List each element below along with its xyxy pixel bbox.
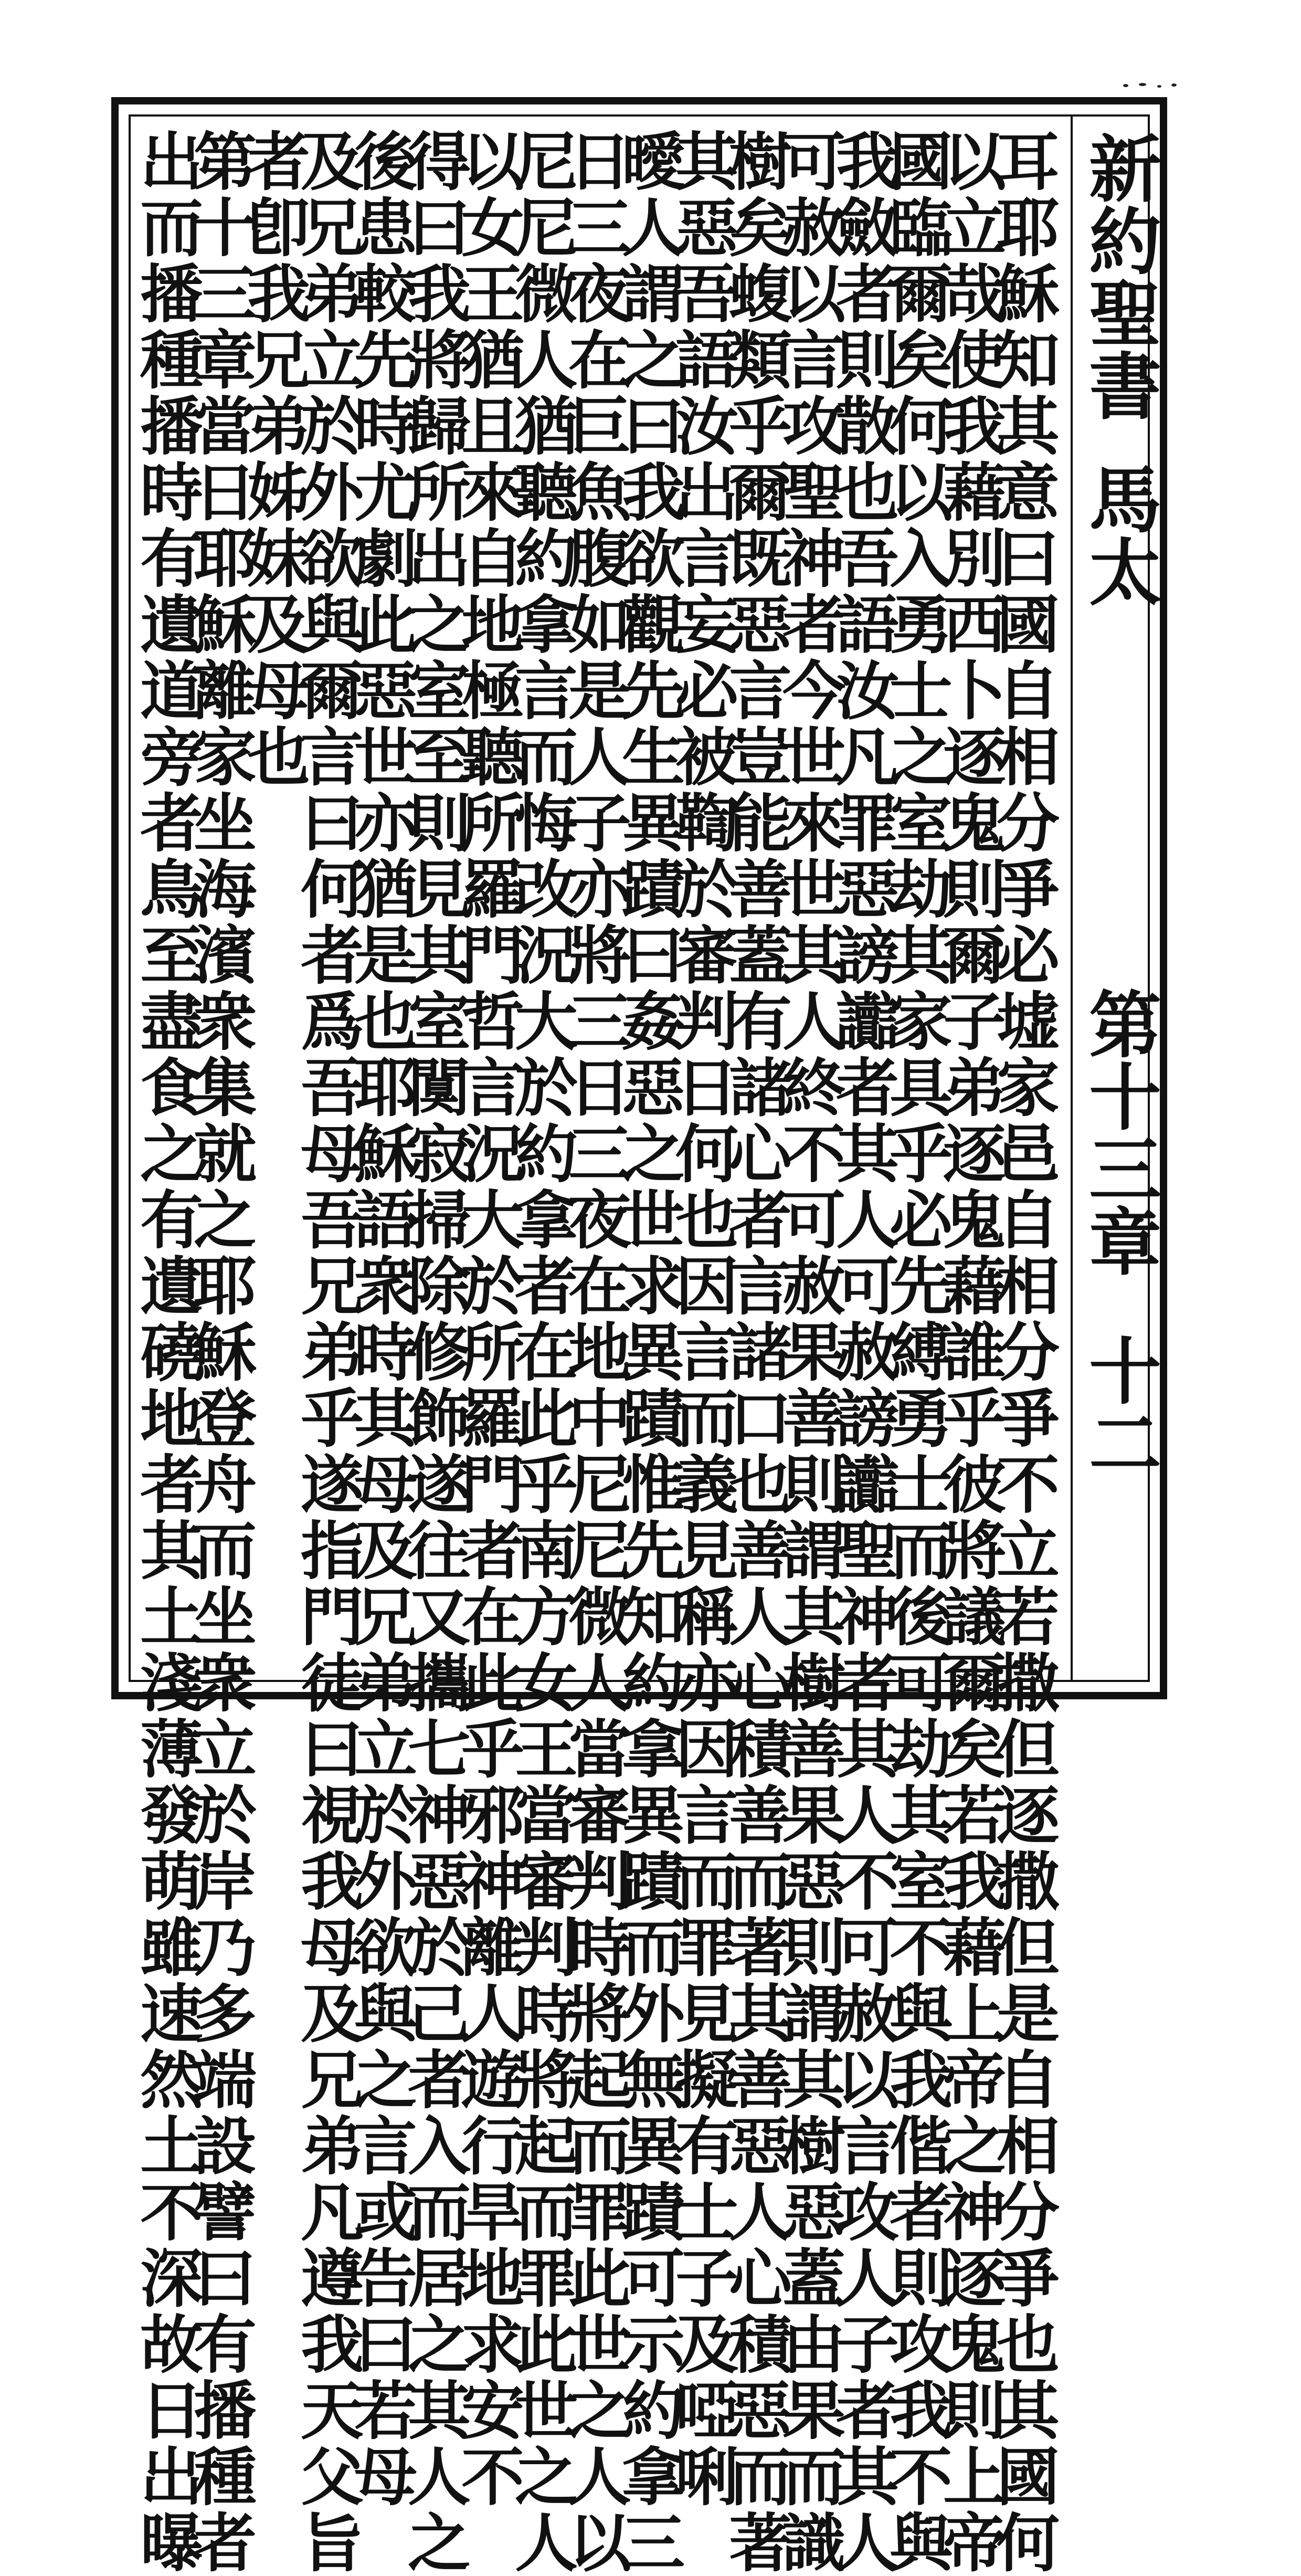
print-speck [1139, 83, 1146, 86]
text-column: 第十三章當日耶穌離家坐海濱衆集就之耶穌登舟而坐衆立於岸乃多端設譬曰有播種者 [183, 129, 257, 2576]
header-divider [1071, 117, 1073, 1680]
text-column: 其惡吾語汝出言妄必被鞫於審判日何也因言而義見稱亦因言而罪見擬有士子及啞唎 [665, 129, 739, 2510]
book-name: 馬太 [1077, 462, 1162, 607]
text-column: 我斂者則散也吾語汝凡罪惡謗讟者其人可赦謗讟聖神者其人不可赦以言攻人子者其人 [826, 129, 900, 2576]
chapter-heading: 第十三章 [1077, 987, 1162, 1277]
text-column: 後患較先時尤劇此惡世亦猶是也耶穌語衆時其母及兄弟立於外欲與之言或告曰若母 [344, 129, 418, 2510]
print-speck [1123, 84, 1128, 87]
book-title: 新約聖書 [1077, 131, 1162, 421]
text-column: 尼尼微人猶聽約拿言而悔改況大於約拿者在此乎南方女王當審判時將起而罪此世之人 [504, 129, 578, 2576]
text-column-short: 者卽我兄弟姊妹及母也 [237, 129, 311, 790]
text-column: 曖人謂之曰我欲觀先生異蹟曰姦惡之世求異蹟惟先知約拿異蹟而外無異蹟可示約拿三 [611, 129, 685, 2576]
text-column: 國臨爾矣何以入勇士之室劫其家具乎必先縛勇士而後可劫其室不與我偕者則攻我不與 [879, 129, 953, 2576]
text-column: 得曰我將歸所出之室至則見其室闃寂掃除修飾遂往又攜七神惡於己者入而居之其人之 [397, 129, 471, 2576]
text-column: 日三夜在巨魚腹如是人子亦將三日三夜在地中尼尼微人當審判時將起而罪此世之人以 [558, 129, 632, 2576]
text-column: 耳耶穌知其意曰國自相分爭必墟家邑自相分爭不立若撒但逐撒但是自相分爭也其國何 [986, 129, 1060, 2576]
text-column: 以女王猶且來自地極聽所羅門哲言況大於所羅門者在此乎邪神離人遊行旱地求安不 [451, 129, 525, 2510]
text-column: 以立哉使我藉別西卜逐鬼則爾子弟逐鬼藉誰乎彼將議爾矣若我藉上帝之神逐鬼則上帝 [933, 129, 1007, 2576]
text-column: 出而播種播時有遺道旁者鳥至盡食之有遺磽地者其土淺薄發萌雖速然土不深故日出曝 [130, 129, 204, 2576]
print-speck [1157, 85, 1161, 88]
page-number: 十二 [1077, 1333, 1162, 1478]
text-column: 樹矣蝮類乎爾既惡言豈能善蓋有諸心者言諸口也善人心積善而著其善惡人心積惡而著 [718, 129, 792, 2576]
text-column: 及兄弟立於外欲與爾言曰何者爲吾母吾兄弟乎遂指門徒曰視我母及兄弟凡遵我天父旨 [290, 129, 364, 2576]
print-speck [1171, 83, 1177, 87]
text-column: 可赦以言攻聖神者今世來世其人終不可赦果善則謂其樹善果惡則謂其樹惡蓋由果而識 [772, 129, 846, 2576]
